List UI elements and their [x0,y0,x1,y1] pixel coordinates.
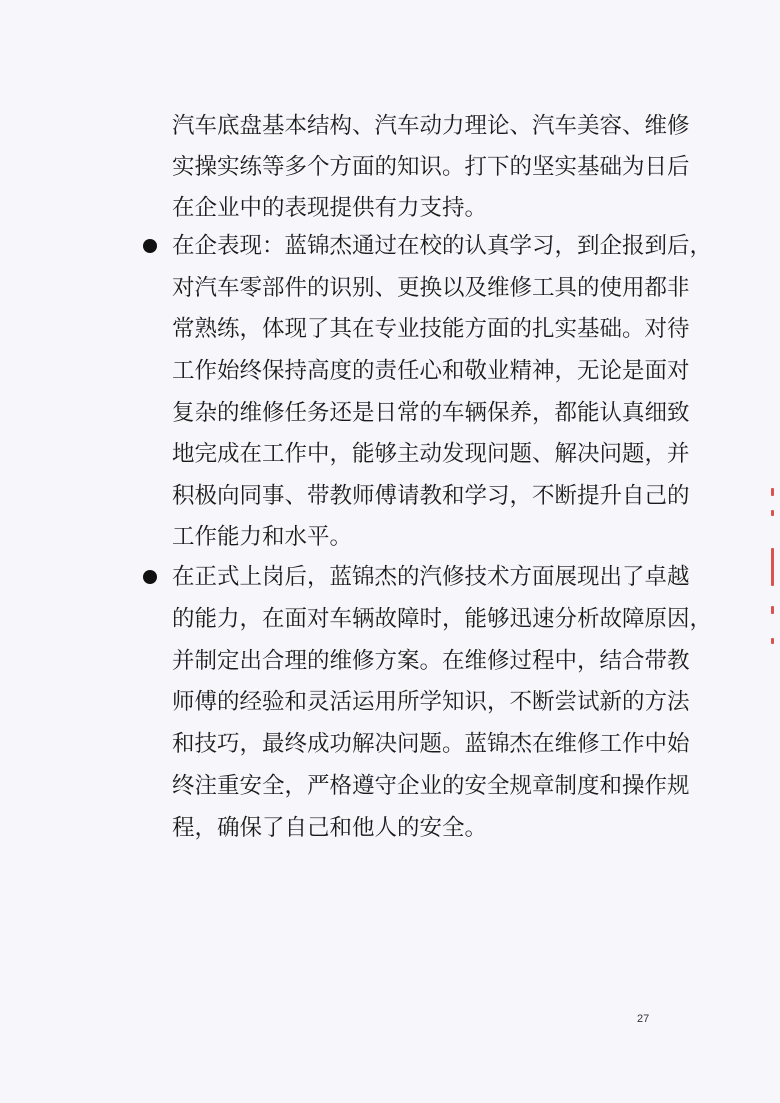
scan-edge-mark [771,488,774,496]
section-1-line: 常熟练，体现了其在专业技能方面的扎实基础。对待 [172,316,690,342]
section-1-line: 复杂的维修任务还是日常的车辆保养，都能认真细致 [172,400,690,426]
section-1-line: 地完成在工作中，能够主动发现问题、解决问题，并 [172,441,690,467]
scan-edge-mark [771,606,774,614]
bullet-icon [143,570,157,584]
scan-edge-mark [771,638,774,644]
scan-edge-mark [771,510,774,516]
section-1-line: 在企表现：蓝锦杰通过在校的认真学习，到企报到后， [172,233,713,259]
intro-line: 实操实练等多个方面的知识。打下的坚实基础为日后 [172,154,690,180]
intro-line: 在企业中的表现提供有力支持。 [172,195,488,221]
bullet-icon [143,239,157,253]
section-2-line: 的能力，在面对车辆故障时，能够迅速分析故障原因， [172,606,713,632]
section-1-line: 工作能力和水平。 [172,524,353,550]
section-2-line: 师傅的经验和灵活运用所学知识，不断尝试新的方法 [172,689,690,715]
scan-edge-mark [771,548,774,586]
section-1-line: 对汽车零部件的识别、更换以及维修工具的使用都非 [172,275,690,301]
section-1-line: 积极向同事、带教师傅请教和学习，不断提升自己的 [172,483,690,509]
section-2-line: 程，确保了自己和他人的安全。 [172,815,488,841]
page-number: 27 [637,1013,650,1025]
section-2-line: 终注重安全，严格遵守企业的安全规章制度和操作规 [172,773,690,799]
section-2-line: 和技巧，最终成功解决问题。蓝锦杰在维修工作中始 [172,731,690,757]
section-2-line: 并制定出合理的维修方案。在维修过程中，结合带教 [172,648,690,674]
section-2-line: 在正式上岗后，蓝锦杰的汽修技术方面展现出了卓越 [172,564,690,590]
intro-line: 汽车底盘基本结构、汽车动力理论、汽车美容、维修 [172,113,690,139]
section-1-line: 工作始终保持高度的责任心和敬业精神，无论是面对 [172,358,690,384]
